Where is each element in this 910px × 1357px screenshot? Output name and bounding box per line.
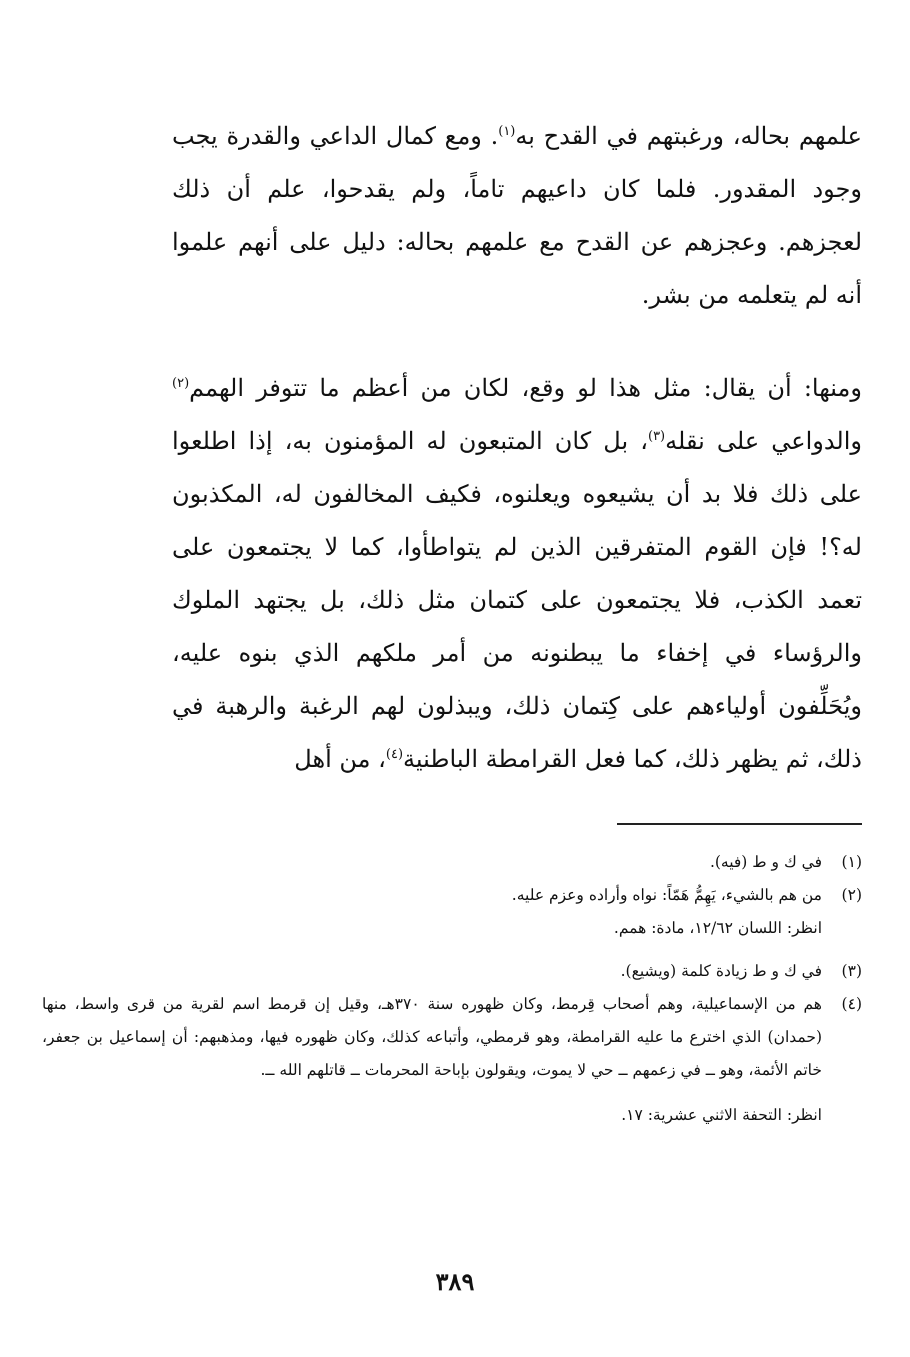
footnote-text-3 — [42, 955, 822, 988]
footnote-number-4: (٤) — [841, 995, 862, 1013]
page-number: ٣٨٩ — [435, 1267, 475, 1296]
main-text — [172, 110, 862, 786]
footnote-1 — [42, 846, 862, 879]
paragraph-2 — [172, 362, 862, 786]
footnote-4 — [42, 988, 862, 1132]
footnote-ref-1[interactable]: (١) — [498, 124, 516, 139]
footnote-ref-4[interactable]: (٤) — [385, 747, 404, 762]
footnote-number-1: (١) — [841, 853, 862, 871]
footnote-ref-2[interactable]: (٢) — [172, 376, 190, 391]
footnote-number-3: (٣) — [841, 962, 862, 980]
footnote-1-body: في ك و ط (فيه). — [709, 853, 822, 871]
footnote-text-2 — [42, 879, 822, 945]
footnote-divider — [617, 823, 862, 825]
paragraph-2-text-3: ، بل كان المتبعون له المؤمنون به، إذا اطلعوا على ذلك فلا بد أن يشيعوه ويعلنوه، فكيف المخالفون له، المكذبون له؟! فإن القوم المتفرقين الذين لم يتواطأوا، كما لا يجتمعون على تعمد الكذب، فلا يجتمعون على كتمان مثل ذلك، بل يجتهد الملوك والرؤساء في إخفاء ما يبطنونه من أمر ملكهم الذي بنوه عليه، ويُحَلِّفون أولياءهم على كِتمان ذلك، ويبذلون لهم الرغبة والرهبة في ذلك، ثم يظهر ذلك، كما فعل القرامطة الباطنية — [172, 427, 862, 773]
footnote-4-body: هم من الإسماعيلية، وهم أصحاب قِرمط، وكان ظهوره سنة ٣٧٠هـ، وقيل إن قرمط اسم لقرية من قرى واسط، منها (حمدان) الذي اخترع ما عليه القرامطة، وهو قرمطي، وأتباعه كذلك، وكان ظهوره فيها، ومذهبهم: أن إسماعيل بن جعفر، خاتم الأئمة، وهو ــ في زعمهم ــ حي لا يموت، ويقولون بإباحة المحرمات ــ قاتلهم الله ــ. — [42, 995, 822, 1079]
paragraph-1 — [172, 110, 862, 322]
paragraph-2-text-2: والدواعي على نقله — [665, 427, 862, 455]
footnote-4-source: انظر: التحفة الاثني عشرية: ١٧. — [621, 1106, 822, 1124]
footnote-ref-3[interactable]: (٣) — [647, 429, 666, 444]
paragraph-2-text-4: ، من أهل — [294, 745, 386, 773]
footnotes — [42, 846, 862, 1132]
footnote-text-4 — [42, 988, 822, 1132]
footnote-2 — [42, 879, 862, 945]
paragraph-1-text-1: علمهم بحاله، ورغبتهم في القدح به — [515, 122, 862, 150]
paragraph-1-text-2: . ومع كمال الداعي والقدرة يجب وجود المقدور. فلما كان داعيهم تاماً، ولم يقدحوا، علم أن ذلك لعجزهم. وعجزهم عن القدح مع علمهم بحاله: دليل على أنهم علموا أنه لم يتعلمه من بشر. — [172, 122, 863, 309]
footnote-3 — [42, 955, 862, 988]
footnote-3-body: في ك و ط زيادة كلمة (ويشيع). — [620, 962, 822, 980]
footnote-number-2: (٢) — [841, 886, 862, 904]
footnote-2-source: انظر: اللسان ١٢/٦٢، مادة: همم. — [613, 919, 822, 937]
footnote-2-body: من هم بالشيء، يَهِمُّ هَمّاً: نواه وأراده وعزم عليه. — [511, 886, 822, 904]
footnote-text-1 — [42, 846, 822, 879]
paragraph-2-text-1: ومنها: أن يقال: مثل هذا لو وقع، لكان من أعظم ما تتوفر الهمم — [189, 374, 862, 402]
